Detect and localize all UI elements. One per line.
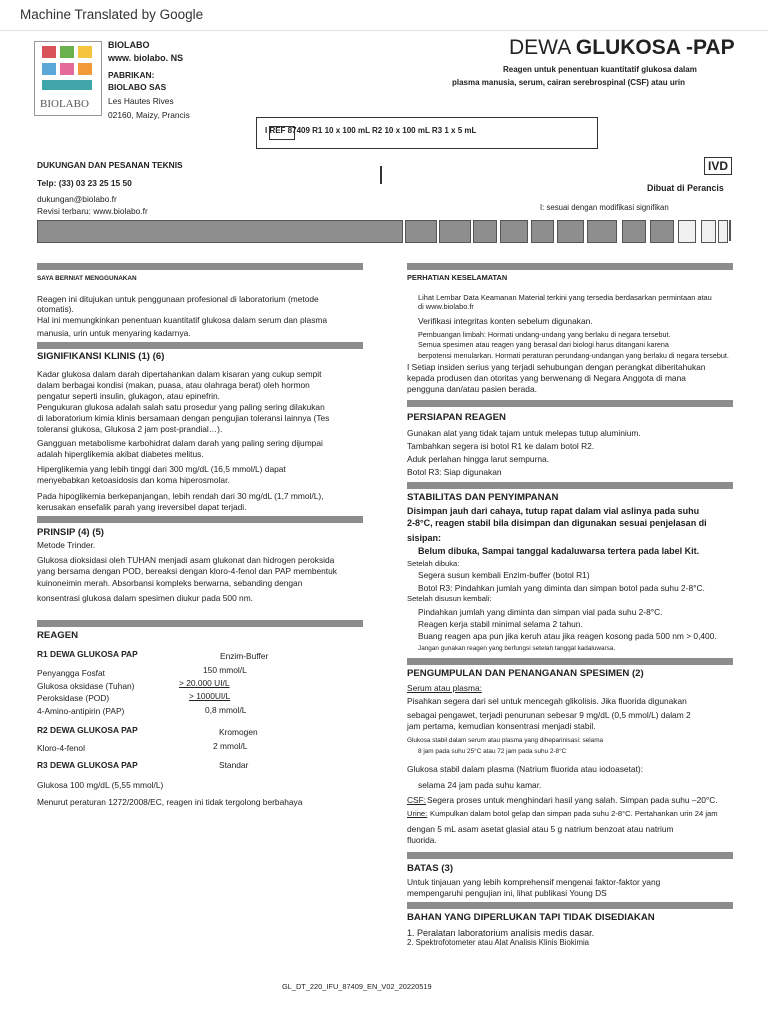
r3-label: R3 DEWA GLUKOSA PAP [37, 760, 138, 770]
product-subtitle-1: Reagen untuk penentuan kuantitatif glukosa dalam [503, 65, 697, 74]
materials-line: 1. Peralatan laboratorium analisis medis dasar. [407, 928, 595, 938]
section-bar [407, 902, 733, 909]
symbol-box [650, 220, 674, 243]
logo-tile-teal [42, 80, 92, 90]
limits-line: Untuk tinjauan yang lebih komprehensif mengenai faktor-faktor yang [407, 877, 661, 887]
stability-line: Belum dibuka, Sampai tanggal kadaluwarsa tertera pada label Kit. [418, 546, 700, 556]
made-in: Dibuat di Perancis [647, 183, 724, 193]
r1-item-value: > 1000UI/L [189, 691, 231, 701]
symbol-box [622, 220, 646, 243]
specimen-line: Segera proses untuk menghindari hasil yang salah. Simpan pada suhu –20°C. [427, 795, 718, 805]
support-phone: Telp: (33) 03 23 25 15 50 [37, 178, 132, 188]
clinical-line: kerusakan ensefalik parah yang ireversibel dapat terjadi. [37, 502, 247, 512]
intended-use-heading: SAYA BERNIAT MENGGUNAKAN [37, 275, 137, 282]
modification-note: I: sesuai dengan modifikasi signifikan [540, 203, 669, 212]
prep-line: Gunakan alat yang tidak tajam untuk melepas tutup aluminium. [407, 428, 641, 438]
regulation-note: Menurut peraturan 1272/2008/EC, reagen ini tidak tergolong berbahaya [37, 797, 303, 807]
safety-line: kepada produsen dan otoritas yang berwenang di Negara Anggota di mana [407, 373, 686, 383]
symbol-box [500, 220, 528, 243]
specimen-line: Glukosa stabil dalam serum atau plasma yang diheparinisasi: selama [407, 737, 604, 744]
r3-type: Standar [219, 760, 249, 770]
section-bar [37, 263, 363, 270]
cursor-mark [380, 166, 382, 184]
r1-item-value: 0,8 mmol/L [205, 705, 247, 715]
specimen-line: sebagai pengawet, terjadi penurunan sebesar 9 mg/dL (0,5 mmol/L) dalam 2 [407, 710, 691, 720]
urine-label: Urine: [407, 809, 428, 818]
safety-line: I Setiap insiden serius yang terjadi sehubungan dengan perangkat diberitahukan [407, 362, 706, 372]
specimen-line: dengan 5 mL asam asetat glasial atau 5 g natrium benzoat atau natrium [407, 824, 674, 834]
r2-item: Kloro-4-fenol [37, 743, 85, 753]
symbol-box [557, 220, 584, 243]
r1-item-name: 4-Amino-antipirin (PAP) [37, 706, 125, 716]
symbol-box [531, 220, 554, 243]
specimen-line: Kumpulkan dalam botol gelap dan simpan pada suhu 2-8°C. Pertahankan urin 24 jam [430, 809, 718, 818]
banner-text: Machine Translated by Google [20, 7, 204, 22]
section-bar [407, 658, 733, 665]
biolabo-logo [34, 41, 102, 116]
prep-line: Aduk perlahan hingga larut sempurna. [407, 454, 550, 464]
safety-line: Verifikasi integritas konten sebelum digunakan. [418, 316, 593, 326]
specimen-line: selama 24 jam pada suhu kamar. [418, 780, 542, 790]
specimen-subheading: Serum atau plasma: [407, 683, 482, 693]
materials-heading: BAHAN YANG DIPERLUKAN TAPI TIDAK DISEDIAKAN [407, 912, 655, 923]
limits-heading: BATAS (3) [407, 863, 454, 874]
symbol-strip [37, 219, 733, 244]
r1-item-name: Glukosa oksidase (Tuhan) [37, 681, 135, 691]
logo-tile-pink [60, 63, 74, 75]
ivd-box [704, 157, 732, 175]
support-heading: DUKUNGAN DAN PESANAN TEKNIS [37, 160, 183, 170]
specimen-line: 8 jam pada suhu 25°C atau 72 jam pada suhu 2-8°C [418, 748, 567, 755]
specimen-line: fluorida. [407, 835, 437, 845]
logo-tile-blue [42, 63, 56, 75]
principle-line: Metode Trinder. [37, 540, 96, 550]
prep-line: Botol R3: Siap digunakan [407, 467, 502, 477]
section-bar [407, 852, 733, 859]
stability-line: Buang reagen apa pun jika keruh atau jika reagen kosong pada 500 nm > 0,400. [418, 631, 717, 641]
section-bar [407, 400, 733, 407]
intended-line: Hal ini memungkinkan penentuan kuantitatif glukosa dalam serum dan plasma [37, 315, 328, 325]
clinical-line: dalam berbagai kondisi (makan, puasa, atau olahraga berat) oleh hormon [37, 380, 310, 390]
section-bar [37, 620, 363, 627]
ivd-label: IVD [707, 159, 728, 173]
specimen-heading: PENGUMPULAN DAN PENANGANAN SPESIMEN (2) [407, 668, 644, 679]
intended-line: Reagen ini ditujukan untuk penggunaan profesional di laboratorium (metode [37, 294, 319, 304]
safety-line: berpotensi menularkan. Hormati peraturan perundang-undangan yang berlaku di negara tersebut. [418, 351, 729, 360]
r1-label: R1 DEWA GLUKOSA PAP [37, 649, 138, 659]
manufacturer-name: BIOLABO SAS [108, 82, 167, 92]
symbol-box [718, 220, 728, 243]
product-title-bold: GLUKOSA -PAP [575, 36, 735, 59]
principle-line: konsentrasi glukosa dalam spesimen diukur pada 500 nm. [37, 593, 254, 603]
symbol-box [678, 220, 696, 243]
product-title-light: DEWA [509, 36, 576, 59]
intended-line: manusia, urin untuk menyaring kadarnya. [37, 328, 191, 338]
specimen-line: Glukosa stabil dalam plasma (Natrium fluorida atau iodoasetat): [407, 764, 644, 774]
specimen-line: Pisahkan segera dari sel untuk mencegah glikolisis. Jika fluorida digunakan [407, 696, 687, 706]
stability-line: Botol R3: Pindahkan jumlah yang diminta dan simpan botol pada suhu 2-8°C. [418, 583, 705, 593]
ref-box [256, 117, 598, 149]
principle-line: yang bersama dengan POD, bereaksi dengan kloro-4-fenol dan PAP membentuk [37, 566, 337, 576]
limits-line: mempengaruhi pengujian ini, lihat publikasi Young DS [407, 888, 607, 898]
clinical-line: di laboratorium kimia klinis bersamaan dengan pengujian toleransi lainnya (Tes [37, 413, 330, 423]
csf-label: CSF: [407, 795, 427, 805]
r2-label: R2 DEWA GLUKOSA PAP [37, 725, 138, 735]
stability-line: Reagen kerja stabil minimal selama 2 tahun. [418, 619, 583, 629]
stability-line: Setelah disusun kembali: [407, 594, 492, 603]
safety-line: pengguna dan/atau pasien berada. [407, 384, 537, 394]
stability-line: sisipan: [407, 533, 442, 543]
clinical-line: Hiperglikemia yang lebih tinggi dari 300 mg/dL (16,5 mmol/L) dapat [37, 464, 286, 474]
r1-item-value: 150 mmol/L [203, 665, 247, 675]
reagents-heading: REAGEN [37, 630, 79, 641]
clinical-line: Pada hipoglikemia berkepanjangan, lebih rendah dari 30 mg/dL (1,7 mmol/L), [37, 491, 324, 501]
section-bar [37, 342, 363, 349]
stability-line: Setelah dibuka: [407, 559, 460, 568]
translation-banner [0, 0, 768, 31]
clinical-line: adalah hiperglikemia akibat diabetes melitus. [37, 449, 204, 459]
address-line2: 02160, Maizy, Prancis [108, 110, 190, 120]
logo-tile-yellow [78, 46, 92, 58]
safety-line: di www.biolabo.fr [418, 302, 474, 311]
r2-type: Kromogen [219, 727, 258, 737]
stability-line: 2-8°C, reagen stabil bila disimpan dan digunakan sesuai penjelasan di [407, 518, 707, 528]
address-line1: Les Hautes Rives [108, 96, 174, 106]
symbol-strip-main [37, 220, 403, 243]
section-bar [407, 263, 733, 270]
clinical-line: Pengukuran glukosa adalah salah satu prosedur yang paling sering dilakukan [37, 402, 325, 412]
section-bar [37, 516, 363, 523]
principle-line: Glukosa dioksidasi oleh TUHAN menjadi asam glukonat dan hidrogen peroksida [37, 555, 335, 565]
clinical-line: pengatur seperti insulin, glukagon, atau epinefrin. [37, 391, 220, 401]
r2-value: 2 mmol/L [213, 741, 248, 751]
logo-tile-green [60, 46, 74, 58]
prep-line: Tambahkan segera isi botol R1 ke dalam botol R2. [407, 441, 595, 451]
principle-heading: PRINSIP (4) (5) [37, 527, 104, 538]
support-revision: Revisi terbaru: www.biolabo.fr [37, 206, 148, 216]
logo-tile-orange [78, 63, 92, 75]
r1-item-name: Penyangga Fosfat [37, 668, 105, 678]
symbol-box [729, 220, 731, 241]
stability-line: Pindahkan jumlah yang diminta dan simpan vial pada suhu 2-8°C. [418, 607, 663, 617]
stability-line: Jangan gunakan reagen yang berfungsi setelah tanggal kadaluwarsa. [418, 645, 616, 652]
product-title [509, 36, 735, 60]
product-subtitle-2: plasma manusia, serum, cairan serebrospinal (CSF) atau urin [452, 78, 685, 87]
symbol-box [473, 220, 497, 243]
manufacturer-label: PABRIKAN: [108, 70, 155, 80]
footer-code: GL_DT_220_IFU_87409_EN_V02_20220519 [282, 982, 432, 991]
symbol-box [405, 220, 437, 243]
logo-tile-red [42, 46, 56, 58]
section-bar [407, 482, 733, 489]
safety-line: Lihat Lembar Data Keamanan Material terkini yang tersedia berdasarkan permintaan atau [418, 293, 712, 302]
symbol-box [439, 220, 471, 243]
specimen-line: jam pertama, kemudian konsentrasi menjadi stabil. [407, 721, 596, 731]
prep-heading: PERSIAPAN REAGEN [407, 412, 506, 423]
stability-line: Disimpan jauh dari cahaya, tutup rapat dalam vial aslinya pada suhu [407, 506, 700, 516]
r1-item-value: > 20.000 UI/L [179, 678, 230, 688]
company-name: BIOLABO [108, 40, 150, 50]
safety-heading: PERHATIAN KESELAMATAN [407, 273, 508, 282]
intended-line: otomatis). [37, 304, 74, 314]
ref-line: I REF 87409 R1 10 x 100 mL R2 10 x 100 mL R3 1 x 5 mL [265, 126, 477, 135]
clinical-line: menyebabkan ketoasidosis dan koma hiperosmolar. [37, 475, 230, 485]
support-email: dukungan@biolabo.fr [37, 194, 117, 204]
safety-line: Semua spesimen atau reagen yang berasal dari biologi harus ditangani karena [418, 340, 669, 349]
logo-wordmark: BIOLABO [40, 98, 89, 110]
company-web: www. biolabo. NS [108, 53, 184, 63]
r1-type: Enzim-Buffer [220, 651, 269, 661]
stability-line: Segera susun kembali Enzim-buffer (botol R1) [418, 570, 590, 580]
r1-item-name: Peroksidase (POD) [37, 693, 110, 703]
materials-line: 2. Spektrofotometer atau Alat Analisis Klinis Biokimia [407, 938, 590, 947]
symbol-box [701, 220, 716, 243]
r3-item: Glukosa 100 mg/dL (5,55 mmol/L) [37, 780, 164, 790]
principle-line: kuinoneimin merah. Absorbansi kompleks berwarna, sebanding dengan [37, 578, 303, 588]
safety-line: Pembuangan limbah: Hormati undang-undang yang berlaku di negara tersebut. [418, 330, 671, 339]
clinical-line: toleransi glukosa, Glukosa 2 jam post-prandial…). [37, 424, 223, 434]
stability-heading: STABILITAS DAN PENYIMPANAN [407, 492, 559, 503]
clinical-line: Gangguan metabolisme karbohidrat dalam darah yang paling sering dijumpai [37, 438, 323, 448]
symbol-box [587, 220, 617, 243]
clinical-line: Kadar glukosa dalam darah dipertahankan dalam kisaran yang cukup sempit [37, 369, 322, 379]
clinical-heading: SIGNIFIKANSI KLINIS (1) (6) [37, 351, 165, 362]
